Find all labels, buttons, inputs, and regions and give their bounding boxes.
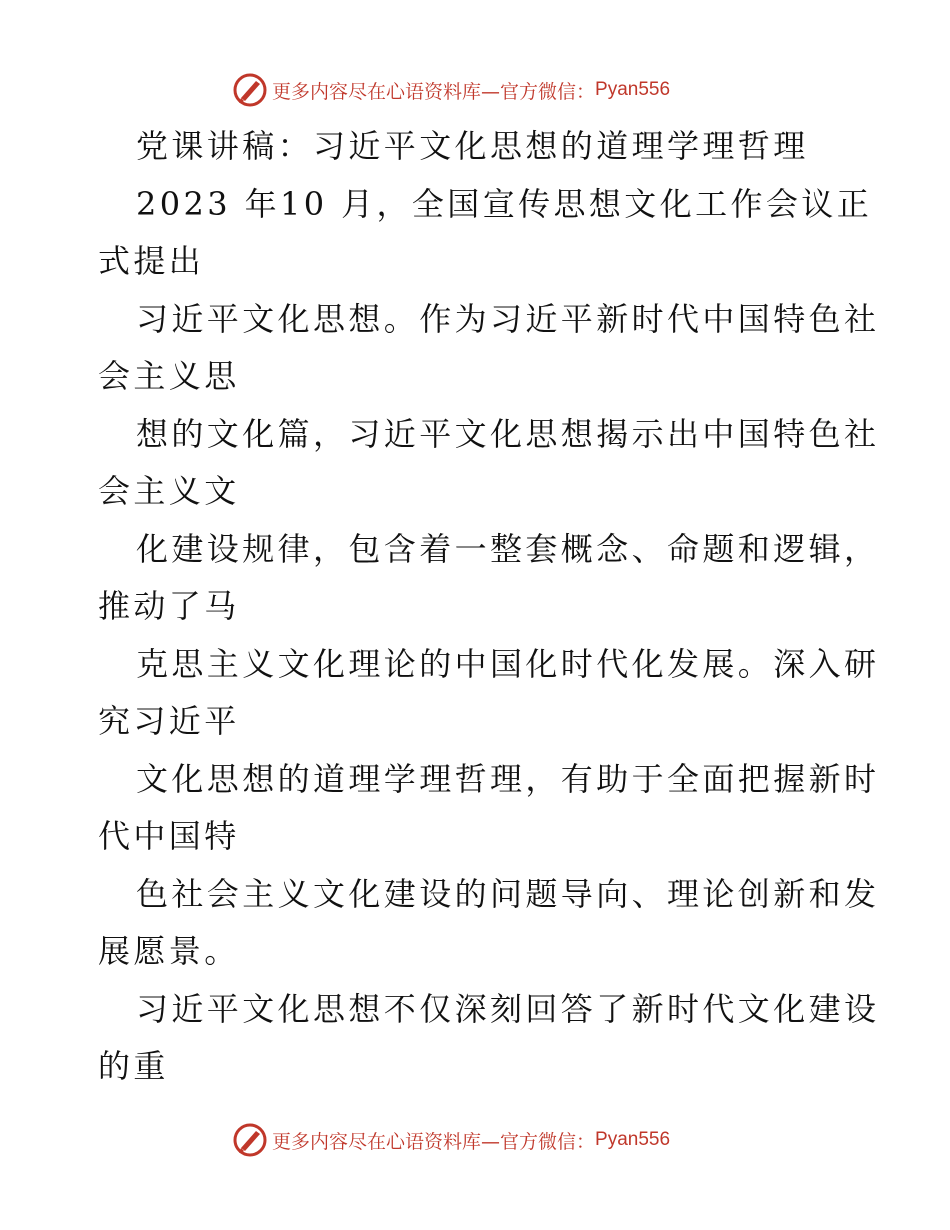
quill-pen-logo-icon xyxy=(232,1122,268,1158)
banner-text: 更多内容尽在心语资料库—官方微信： xyxy=(272,1130,596,1153)
paragraph-line: 文化思想的道理学理哲理，有助于全面把握新时 xyxy=(136,759,880,798)
paragraph-line: 习近平文化思想。作为习近平新时代中国特色社 xyxy=(136,299,880,338)
document-title: 党课讲稿：习近平文化思想的道理学理哲理 xyxy=(136,127,809,165)
paragraph-line: 会主义思 xyxy=(98,357,240,395)
paragraph-line: 想的文化篇，习近平文化思想揭示出中国特色社 xyxy=(136,414,880,453)
paragraph-line: 化建设规律，包含着一整套概念、命题和逻辑， xyxy=(136,529,880,568)
paragraph-line: 的重 xyxy=(98,1047,169,1085)
document-body xyxy=(98,118,878,1096)
paragraph-line: 习近平文化思想不仅深刻回答了新时代文化建设 xyxy=(136,989,880,1028)
paragraph-line: 究习近平 xyxy=(98,702,240,740)
paragraph-line: 展愿景。 xyxy=(98,932,240,970)
quill-pen-logo-icon xyxy=(232,72,268,108)
paragraph-line: 色社会主义文化建设的问题导向、理论创新和发 xyxy=(136,874,880,913)
paragraph-line: 克思主义文化理论的中国化时代化发展。深入研 xyxy=(136,644,880,683)
wechat-handle: Pyan556 xyxy=(595,1129,671,1150)
banner-text: 更多内容尽在心语资料库—官方微信： xyxy=(272,80,596,103)
paragraph-line: 式提出 xyxy=(98,242,205,280)
footer-banner xyxy=(232,1120,670,1160)
paragraph-line: 2023 年10 月，全国宣传思想文化工作会议正 xyxy=(136,184,873,223)
paragraph-line: 推动了马 xyxy=(98,587,240,625)
header-banner xyxy=(232,70,670,110)
wechat-handle: Pyan556 xyxy=(595,79,671,100)
paragraph-line: 代中国特 xyxy=(98,817,240,855)
paragraph-line: 会主义文 xyxy=(98,472,240,510)
